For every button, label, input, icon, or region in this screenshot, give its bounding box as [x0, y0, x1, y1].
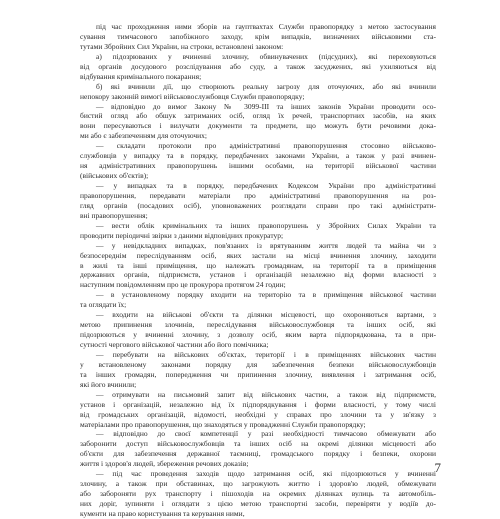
text-line: вони пересуваються і вилучати документи та предмети, що можуть бути речовими дока-: [80, 121, 436, 131]
text-line: підозрюються у вчиненні злочину, з дозволу осіб, яким варта підпорядкована, та в при-: [80, 330, 436, 340]
text-line: злочину, а також при обставинах, що загрожують життю і здоров'ю людей, обмежувати: [80, 479, 436, 489]
text-line: та оглядати їх;: [80, 300, 127, 310]
text-line: у встановленому законами порядку для забезпечення безпеки військовослужбовців: [80, 359, 436, 369]
text-line: проводити періодичні звірки з даними відповідних прокуратур;: [80, 230, 284, 240]
text-line: — відповідно до вимог Закону № 3099-III та інших законів України проводити осо-: [96, 101, 436, 111]
text-line: а) підозрюваних у вчиненні злочину, обвинувачених (підсудних), які переховуються: [96, 51, 436, 61]
text-line: гляд органів (посадових осіб), уповноважених розглядати справи про такі адміністрати-: [80, 200, 436, 210]
text-line: сутності чергового військової частини або його помічника;: [80, 340, 269, 349]
text-line: — під час проведення заходів щодо затримання осіб, які підозрюються у вчиненні: [96, 469, 436, 479]
text-line: — у випадках та в порядку, передбачених Кодексом України про адміністративні: [96, 181, 436, 190]
text-line: вні правопорушення;: [80, 210, 148, 220]
text-line: безпосереднім переслідуванням осіб, яких застали на місці вчинення злочину, заходити: [80, 250, 436, 260]
text-line: непокору законній вимогі військовослужбовця Служби правопорядку;: [80, 91, 305, 101]
text-line: сування тимчасового запобіжного заходу, крім випадків, визначених військовими ста-: [80, 31, 436, 41]
text-line: — вести облік кримінальних та інших правопорушень у Збройних Силах України та: [96, 220, 436, 230]
text-line: відбування кримінального покарання;: [80, 71, 202, 81]
text-line: в жилі та інші приміщення, що належать громадянам, на території та в приміщення: [80, 260, 436, 270]
text-line: — в установленому порядку входити на територію та в приміщення військової частини: [96, 290, 436, 300]
text-line: ня адміністративних правопорушень іншими особами, на території військової частини: [80, 161, 436, 171]
text-line: наступним повідомленням про це прокурора протягом 24 годин;: [80, 280, 286, 290]
text-line: державних органів, підприємств, установ і організацій незалежно від форми власності з: [80, 270, 436, 280]
text-line: — перебувати на військових об'єктах, території і в приміщеннях військових частин: [96, 349, 436, 359]
text-line: та інших громадян, попередження чи припинення злочину, виявлення і затримання осіб,: [80, 369, 436, 379]
text-line: них доріг, зупиняти і оглядати з цією метою транспортні засоби, перевіряти у водіїв до-: [80, 499, 436, 508]
text-line: кументи на право користування та керування ними,: [80, 508, 245, 518]
text-line: або забороняти рух транспорту і пішоходів на окремих ділянках вулиць та автомобіль-: [80, 489, 436, 499]
text-line: життя і здоров'я людей, збереження речових доказів;: [80, 459, 249, 469]
text-line: — складати протоколи про адміністративні правопорушення стосовно військово-: [96, 141, 436, 151]
text-line: службовців у випадку та в порядку, передбачених законами України, а також у разі вчинен-: [80, 151, 436, 161]
text-line: — входити на військові об'єкти та ділянки місцевості, що охороняються вартами, з: [96, 310, 436, 320]
text-line: б) які вчинили дії, що створюють реальну загрозу для оточуючих, або які вчинили: [96, 81, 436, 91]
body-text: [80, 22, 436, 519]
text-line: тутами Збройних Сил України, на строки, встановлені законом:: [80, 41, 284, 51]
text-line: матеріалами про правопорушення, що знаходяться у провадженні Служби правопорядку;: [80, 419, 366, 429]
text-line: об'єкти для забезпечення державної таємниці, громадського порядку і безпеки, охорони: [80, 449, 436, 459]
text-line: ми або є забезпеченням для оточуючих;: [80, 131, 207, 141]
page-number: 7: [434, 460, 441, 475]
text-line: від громадських організацій, відомості, необхідні у справах про злочини та у зв'язку з: [80, 409, 436, 419]
text-line: заборонити доступ військовослужбовців та інших осіб на окремі ділянки місцевості або: [80, 439, 436, 449]
text-line: від органів досудового розслідування або суду, а також засуджених, які ухиляються від: [80, 61, 436, 71]
text-line: — отримувати на письмовий запит від військових частин, а також від підприємств,: [96, 389, 436, 399]
text-line: які його вчинили;: [80, 379, 137, 389]
text-line: установ і організацій, незалежно від їх підпорядкування і форми власності, у тому числі: [80, 399, 436, 409]
text-line: бистий огляд або обшук затриманих осіб, огляд їх речей, транспортних засобів, на яких: [80, 111, 436, 121]
text-line: (військових об'єктів);: [80, 171, 149, 181]
text-line: метою припинення злочинів, переслідування військовослужбовця та інших осіб, які: [80, 320, 436, 330]
text-line: — відповідно до своєї компетенції у разі необхідності тимчасово обмежувати або: [96, 429, 436, 439]
text-line: під час проходження ними зборів на гауптвахтах Служби правопорядку з метою застосування: [96, 22, 436, 31]
text-line: — у невідкладних випадках, пов'язаних із врятуванням життя людей та майна чи з: [96, 240, 436, 250]
text-line: правопорушення, передавати матеріали про адміністративні правопорушення на роз-: [80, 190, 436, 200]
